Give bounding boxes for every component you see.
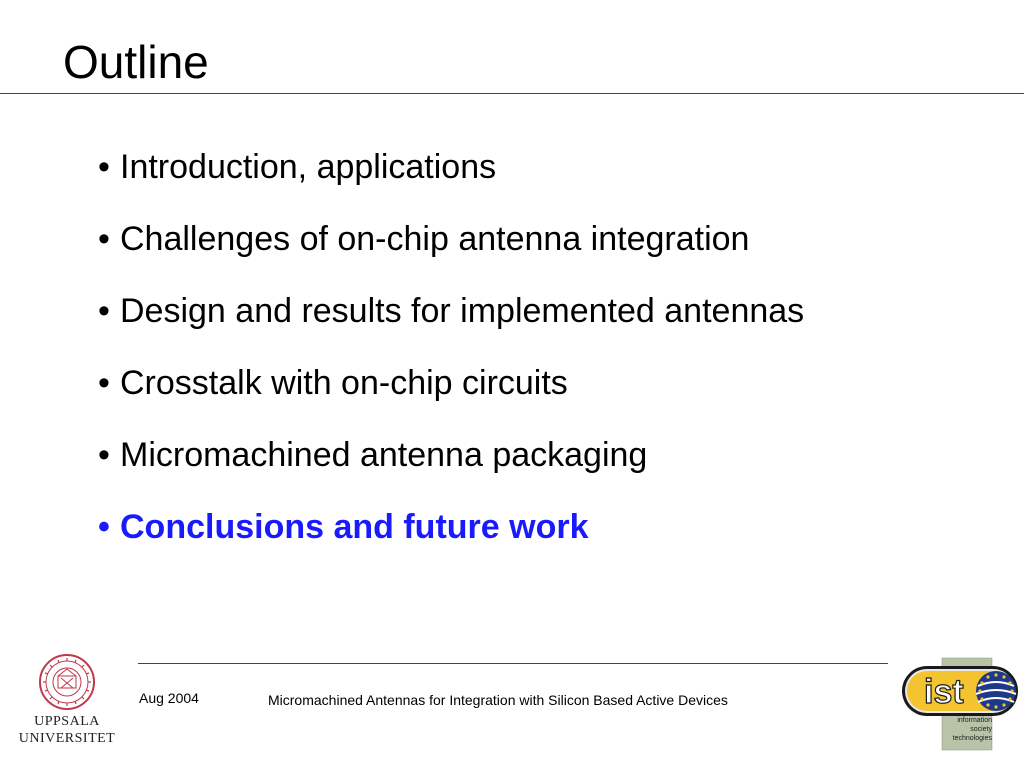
footer-date: Aug 2004 [139, 690, 199, 706]
outline-item-label: Challenges of on-chip antenna integration [120, 220, 750, 258]
outline-item-label: Introduction, applications [120, 148, 497, 186]
ist-caption [944, 716, 992, 743]
slide-title: Outline [63, 36, 209, 88]
bullet-dot-icon: • [98, 436, 110, 474]
outline-item-crosstalk [98, 359, 804, 408]
bullet-dot-icon: • [98, 148, 110, 186]
outline-item-label: Conclusions and future work [120, 508, 589, 546]
ist-caption-line1: information [957, 717, 992, 724]
outline-item-label: Design and results for implemented antennas [120, 292, 805, 330]
bullet-dot-icon: • [98, 364, 110, 402]
bullet-dot-icon: • [98, 220, 110, 258]
bullet-dot-icon: • [98, 292, 110, 330]
footer-divider [138, 663, 888, 664]
ist-caption-line3: technologies [952, 735, 992, 742]
outline-item-label: Micromachined antenna packaging [120, 436, 648, 474]
outline-item-introduction [98, 143, 804, 192]
university-name [0, 713, 134, 747]
outline-item-label: Crosstalk with on-chip circuits [120, 364, 568, 402]
footer-presentation-title: Micromachined Antennas for Integration with Silicon Based Active Devices [268, 692, 728, 708]
outline-item-challenges [98, 215, 804, 264]
eu-stars-globe-icon [976, 671, 1016, 711]
ist-wordmark: ist [924, 673, 964, 711]
title-divider [0, 93, 1024, 94]
university-name-line2: UNIVERSITET [18, 731, 116, 746]
bullet-dot-icon: • [98, 508, 110, 546]
outline-item-packaging [98, 431, 804, 480]
university-name-line1: UPPSALA [34, 714, 100, 729]
outline-item-conclusions-current [98, 503, 804, 552]
outline-list [98, 143, 804, 575]
outline-item-design-results [98, 287, 804, 336]
ist-caption-line2: society [970, 726, 992, 733]
